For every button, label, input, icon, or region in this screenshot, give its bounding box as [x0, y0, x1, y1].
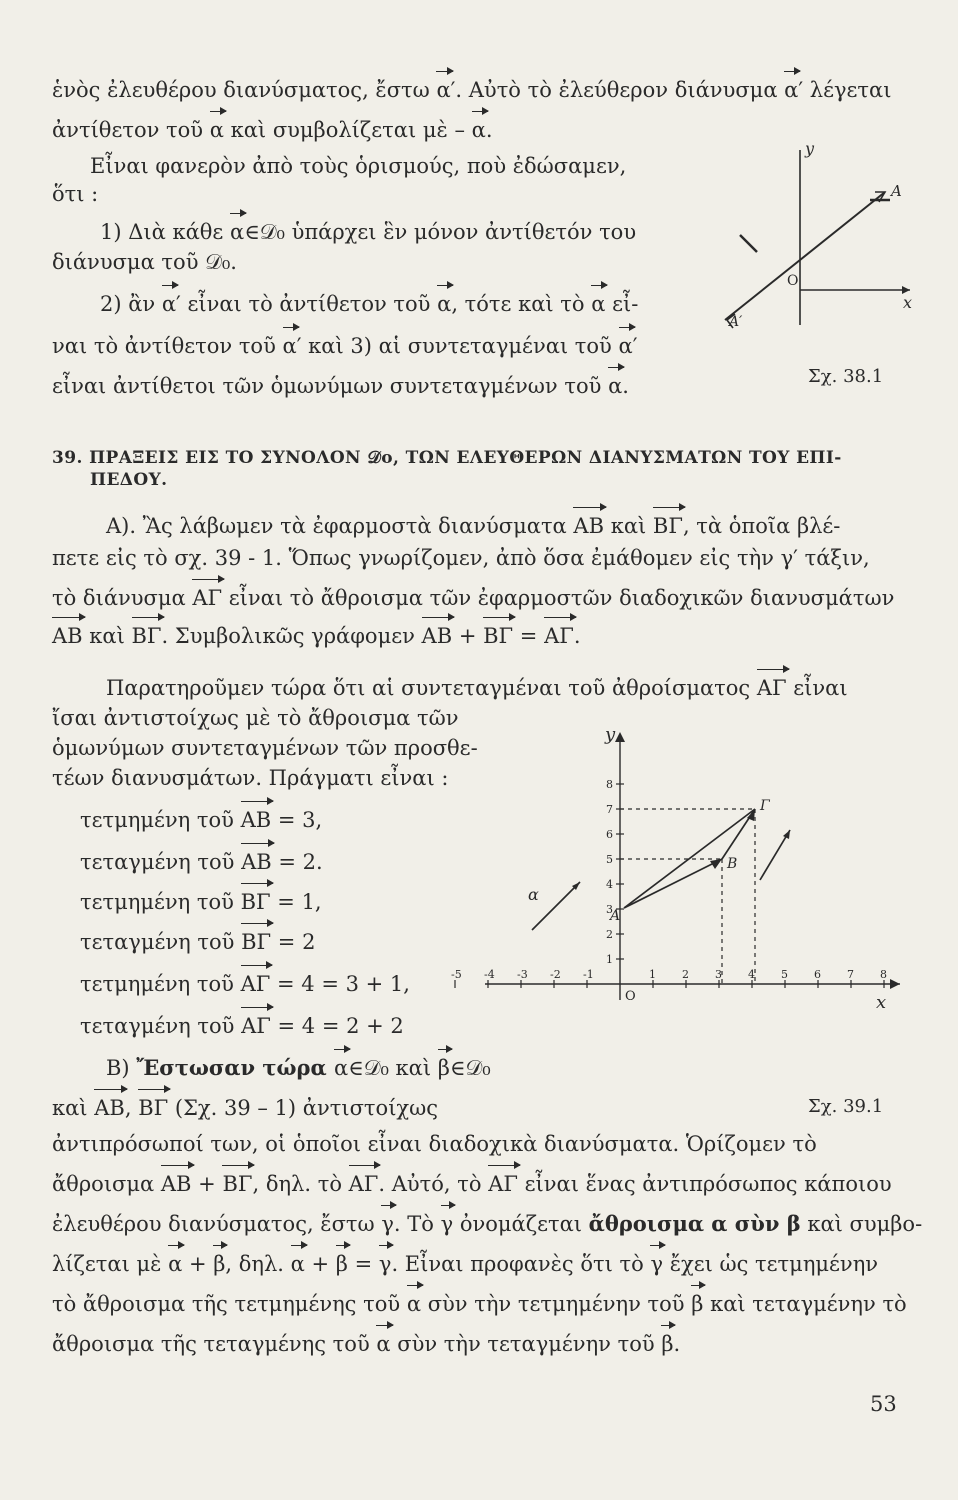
- vector-symbol: ΑΓ: [544, 624, 574, 648]
- vector-symbol: α: [471, 118, 486, 142]
- vector-line: [725, 192, 885, 320]
- vector-symbol: α: [376, 1332, 391, 1356]
- vector-symbol: ΑΒ: [573, 514, 605, 538]
- y-tick-label: 7: [606, 803, 613, 816]
- text-line: Εἶναι φανερὸν ἀπὸ τοὺς ὁρισμούς, ποὺ ἐδώσαμεν,: [90, 154, 627, 178]
- text-line: ὁμωνύμων συντεταγμένων τῶν προσθε-: [52, 736, 478, 760]
- vector-symbol: γ: [378, 1252, 392, 1276]
- vector-symbol: ΒΓ: [138, 1096, 169, 1120]
- vector-symbol: β: [691, 1292, 704, 1316]
- coordinate-line: τετμημένη τοῦ ΑΓ = 4 = 3 + 1,: [80, 972, 410, 996]
- vector-beta: [760, 830, 790, 880]
- text-line: Α). Ἂς λάβωμεν τὰ ἐφαρμοστὰ διανύσματα ΑΒ καὶ ΒΓ, τὰ ὁποῖα βλέ-: [106, 514, 841, 538]
- vector-symbol: ΑΓ: [240, 972, 271, 996]
- text-line: ἀντιπρόσωποί των, οἱ ὁποῖοι εἶναι διαδοχικὰ διανύσματα. Ὁρίζομεν τὸ: [52, 1132, 817, 1156]
- y-tick-label: 6: [606, 828, 613, 841]
- x-tick-label: 7: [847, 968, 854, 981]
- y-axis-label: y: [605, 724, 616, 745]
- x-tick-group: [451, 968, 887, 988]
- vector-symbol: α: [591, 292, 606, 316]
- coordinate-line: τεταγμένη τοῦ ΑΒ = 2.: [80, 850, 323, 874]
- text-line: ἄθροισμα ΑΒ + ΒΓ, δηλ. τὸ ΑΓ. Αὐτό, τὸ ΑΓ εἶναι ἕνας ἀντιπρόσωπος κάποιου: [52, 1172, 892, 1196]
- text-line: τὸ διάνυσμα ΑΓ εἶναι τὸ ἄθροισμα τῶν ἐφαρμοστῶν διαδοχικῶν διανυσμάτων: [52, 586, 895, 610]
- text-line: ἴσαι ἀντιστοίχως μὲ τὸ ἄθροισμα τῶν: [52, 706, 459, 730]
- vector-alpha: [532, 882, 580, 930]
- text-line: ἐλευθέρου διανύσματος, ἔστω γ. Τὸ γ ὀνομάζεται ἄθροισμα α σὺν β καὶ συμβο-: [52, 1211, 923, 1236]
- origin-label: O: [787, 273, 799, 289]
- vector-ab: [624, 859, 722, 908]
- vector-symbol: ΑΓ: [348, 1172, 379, 1196]
- coordinate-line: τετμημένη τοῦ ΒΓ = 1,: [80, 890, 322, 914]
- vector-symbol: ΑΓ: [192, 586, 223, 610]
- x-tick-label: 1: [649, 968, 656, 981]
- vector-symbol: ΑΒ: [421, 624, 453, 648]
- vector-symbol: ΒΓ: [483, 624, 514, 648]
- coordinate-line: τεταγμένη τοῦ ΑΓ = 4 = 2 + 2: [80, 1014, 404, 1038]
- y-tick-label: 3: [606, 903, 613, 916]
- y-tick-label: 4: [606, 878, 613, 891]
- text-line: λίζεται μὲ α + β, δηλ. α + β = γ. Εἶναι προφανὲς ὅτι τὸ γ ἔχει ὡς τετμημένην: [52, 1252, 879, 1276]
- origin-label: O: [625, 989, 636, 1004]
- point-a-label: A: [891, 182, 902, 200]
- page-number: 53: [870, 1392, 897, 1416]
- y-axis-label: y: [805, 139, 815, 158]
- vector-symbol: α: [333, 1056, 349, 1080]
- x-tick-label: -5: [451, 968, 462, 981]
- vector-symbol: γ: [381, 1212, 394, 1236]
- vector-symbol: α: [168, 1252, 183, 1276]
- x-tick-label: -1: [583, 968, 594, 981]
- y-tick-label: 1: [606, 953, 613, 966]
- y-tick-label: 2: [606, 928, 613, 941]
- vector-symbol: α: [290, 1252, 305, 1276]
- point-b-label: B: [727, 856, 738, 872]
- vector-symbol: ΑΓ: [241, 1014, 271, 1038]
- text-line: τέων διανυσμάτων. Πράγματι εἶναι :: [52, 766, 449, 790]
- y-tick-group: [606, 778, 624, 966]
- figure-39-1: [451, 720, 910, 1020]
- text-line: 1) Διὰ κάθε α∈𝒟₀ ὑπάρχει ἓν μόνον ἀντίθετόν του: [100, 220, 637, 244]
- x-tick-label: -4: [484, 968, 495, 981]
- x-tick-label: 6: [814, 968, 821, 981]
- point-a-prime-label: A′: [729, 314, 743, 330]
- y-tick-label: 5: [606, 853, 613, 866]
- x-axis-label: x: [876, 992, 887, 1013]
- text-line: Παρατηροῦμεν τώρα ὅτι αἱ συντεταγμέναι τοῦ ἀθροίσματος ΑΓ εἶναι: [106, 676, 848, 700]
- vector-symbol: α: [209, 118, 224, 142]
- text-line: ΑΒ καὶ ΒΓ. Συμβολικῶς γράφομεν ΑΒ + ΒΓ = ΑΓ.: [52, 624, 581, 648]
- figure-38-1: [705, 140, 920, 370]
- text-line: ὅτι :: [52, 182, 99, 206]
- vector-symbol: α: [436, 78, 451, 102]
- text-line: εἶναι ἀντίθετοι τῶν ὁμωνύμων συντεταγμένων τοῦ α.: [52, 374, 629, 398]
- text-line: καὶ ΑΒ, ΒΓ (Σχ. 39 – 1) ἀντιστοίχως: [52, 1096, 439, 1120]
- text-line: τὸ ἄθροισμα τῆς τετμημένης τοῦ α σὺν τὴν τετμημένην τοῦ β καὶ τεταγμένην τὸ: [52, 1292, 907, 1316]
- y-tick-label: 8: [606, 778, 613, 791]
- vector-symbol: ΑΓ: [756, 676, 787, 700]
- text-line: 2) ἂν α′ εἶναι τὸ ἀντίθετον τοῦ α, τότε καὶ τὸ α εἶ-: [100, 292, 639, 316]
- vector-symbol: γ: [440, 1212, 454, 1236]
- vector-symbol: α: [784, 78, 799, 102]
- x-tick-label: -2: [550, 968, 561, 981]
- section-heading-cont: ΠΕΔΟΥ.: [90, 470, 168, 490]
- text-line: ἀντίθετον τοῦ α καὶ συμβολίζεται μὲ – α.: [52, 118, 493, 142]
- x-axis-label: x: [903, 293, 913, 312]
- vector-symbol: γ: [650, 1252, 664, 1276]
- vector-symbol: α: [618, 334, 633, 358]
- vector-symbol: ΒΓ: [241, 930, 272, 954]
- vector-symbol: ΑΒ: [160, 1172, 192, 1196]
- vector-symbol: β: [335, 1252, 348, 1276]
- vector-symbol: β: [661, 1332, 674, 1356]
- x-tick-label: -3: [517, 968, 528, 981]
- x-tick-label: 8: [880, 968, 887, 981]
- coordinate-line: τεταγμένη τοῦ ΒΓ = 2: [80, 930, 316, 954]
- section-heading: 39. ΠΡΑΞΕΙΣ ΕΙΣ ΤΟ ΣΥΝΟΛΟΝ 𝒟o, ΤΩΝ ΕΛΕΥΘΕΡΩΝ ΔΙΑΝΥΣΜΑΤΩΝ ΤΟΥ ΕΠΙ-: [52, 448, 842, 468]
- text-line: πετε εἰς τὸ σχ. 39 - 1. Ὅπως γνωρίζομεν, ἀπὸ ὅσα ἐμάθομεν εἰς τὴν γ′ τάξιν,: [52, 546, 870, 570]
- vector-symbol: ΒΓ: [240, 890, 271, 914]
- vector-symbol: ΑΒ: [94, 1096, 125, 1120]
- vector-symbol: ΑΒ: [240, 808, 272, 832]
- x-tick-label: 3: [715, 968, 722, 981]
- vector-alpha-label: α: [528, 885, 539, 904]
- x-tick-label: 5: [781, 968, 788, 981]
- figure-caption: Σχ. 39.1: [808, 1096, 884, 1117]
- vector-symbol: ΑΒ: [241, 850, 272, 874]
- text-line: ναι τὸ ἀντίθετον τοῦ α′ καὶ 3) αἱ συντεταγμέναι τοῦ α′: [52, 334, 638, 358]
- x-tick-label: 2: [682, 968, 689, 981]
- vector-symbol: α: [437, 292, 452, 316]
- x-tick-label: 4: [748, 968, 755, 981]
- vector-symbol: α: [282, 334, 297, 358]
- vector-symbol: ΒΓ: [652, 514, 683, 538]
- text-line: διάνυσμα τοῦ 𝒟₀.: [52, 250, 237, 274]
- vector-symbol: ΒΓ: [222, 1172, 253, 1196]
- vector-symbol: β: [437, 1056, 450, 1080]
- text-line: Β) Ἔστωσαν τώρα α∈𝒟₀ καὶ β∈𝒟₀: [106, 1055, 491, 1080]
- vector-symbol: β: [213, 1252, 226, 1276]
- coordinate-line: τετμημένη τοῦ ΑΒ = 3,: [80, 808, 323, 832]
- vector-symbol: α: [608, 374, 623, 398]
- figure-caption: Σχ. 38.1: [808, 366, 884, 387]
- point-g-label: Γ: [760, 798, 770, 814]
- vector-symbol: ΒΓ: [131, 624, 162, 648]
- point-a-label: A: [610, 908, 621, 924]
- vector-symbol: α: [161, 292, 177, 316]
- text-line: ἑνὸς ἐλευθέρου διανύσματος, ἔστω α′. Αὐτὸ τὸ ἐλεύθερον διάνυσμα α′ λέγεται: [52, 78, 892, 102]
- vector-symbol: ΑΒ: [52, 624, 83, 648]
- text-line: ἄθροισμα τῆς τεταγμένης τοῦ α σὺν τὴν τεταγμένην τοῦ β.: [52, 1332, 681, 1356]
- vector-symbol: α: [406, 1292, 422, 1316]
- vector-symbol: ΑΓ: [488, 1172, 518, 1196]
- vector-symbol: α: [230, 220, 245, 244]
